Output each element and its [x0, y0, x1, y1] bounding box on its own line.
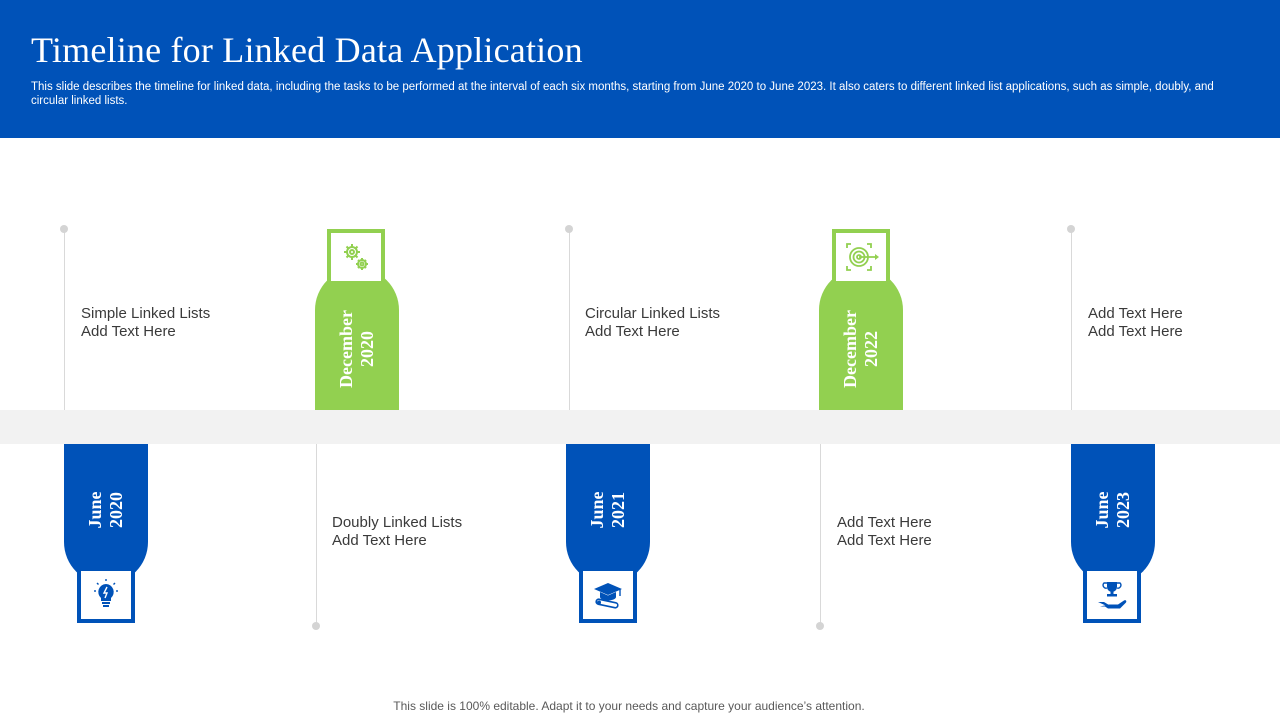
milestone-flag-june-2023 [1071, 444, 1155, 584]
milestone-year: 2023 [1113, 491, 1133, 528]
milestone-month: December [840, 309, 860, 388]
slide-subtitle: This slide describes the timeline for linked data, including the tasks to be performed at the interval of each six months, starting from June 2020 to June 2023. It also caters to different linked list applications, such as simple, doubly, and circular linked lists. [31, 81, 1214, 107]
trophy-hand-icon [1095, 578, 1129, 612]
milestone-icon-box [832, 229, 890, 285]
milestone-date [1092, 491, 1134, 528]
connector-dot [565, 225, 573, 233]
gears-icon [338, 239, 374, 275]
milestone-date [85, 491, 127, 528]
milestone-year: 2021 [608, 491, 628, 528]
milestone-icon-box [1083, 567, 1141, 623]
milestone-text-line2: Add Text Here [81, 323, 176, 340]
milestone-year: 2022 [861, 330, 881, 367]
milestone-icon-box [77, 567, 135, 623]
milestone-month: June [587, 491, 607, 529]
timeline-band [0, 410, 1280, 444]
connector-dot [1067, 225, 1075, 233]
target-icon [842, 239, 880, 275]
milestone-year: 2020 [106, 491, 126, 528]
milestone-text [837, 514, 932, 550]
milestone-text-line2: Add Text Here [837, 532, 932, 549]
graduation-cap-icon [591, 578, 625, 612]
milestone-text-line1: Simple Linked Lists [81, 305, 211, 322]
connector-line [1071, 229, 1072, 410]
lightbulb-icon [89, 578, 123, 612]
connector-dot [312, 622, 320, 630]
milestone-date [336, 310, 378, 388]
milestone-flag-december-2020 [315, 268, 399, 410]
slide-header [0, 0, 1280, 138]
milestone-text-line1: Circular Linked Lists [585, 305, 721, 322]
milestone-text [81, 305, 210, 341]
milestone-year: 2020 [357, 330, 377, 367]
milestone-month: June [85, 491, 105, 529]
milestone-text-line2: Add Text Here [585, 323, 680, 340]
milestone-flag-december-2022 [819, 268, 903, 410]
milestone-text-line1: Add Text Here [837, 514, 932, 531]
milestone-month: December [336, 309, 356, 388]
milestone-text [585, 305, 720, 341]
milestone-text-line2: Add Text Here [1088, 323, 1183, 340]
milestone-text-line1: Add Text Here [1088, 305, 1183, 322]
milestone-text [1088, 305, 1183, 341]
milestone-flag-june-2021 [566, 444, 650, 584]
milestone-text-line1: Doubly Linked Lists [332, 514, 463, 531]
milestone-date [587, 491, 629, 528]
milestone-text [332, 514, 462, 550]
milestone-icon-box [579, 567, 637, 623]
milestone-flag-june-2020 [64, 444, 148, 584]
connector-line [820, 444, 821, 626]
connector-dot [816, 622, 824, 630]
milestone-month: June [1092, 491, 1112, 529]
milestone-date [840, 310, 882, 388]
connector-line [316, 444, 317, 626]
slide-title: Timeline for Linked Data Application [31, 30, 583, 70]
milestone-icon-box [327, 229, 385, 285]
slide-footer: This slide is 100% editable. Adapt it to your needs and capture your audience’s attention. [393, 699, 865, 713]
connector-line [64, 229, 65, 410]
connector-dot [60, 225, 68, 233]
connector-line [569, 229, 570, 410]
milestone-text-line2: Add Text Here [332, 532, 427, 549]
